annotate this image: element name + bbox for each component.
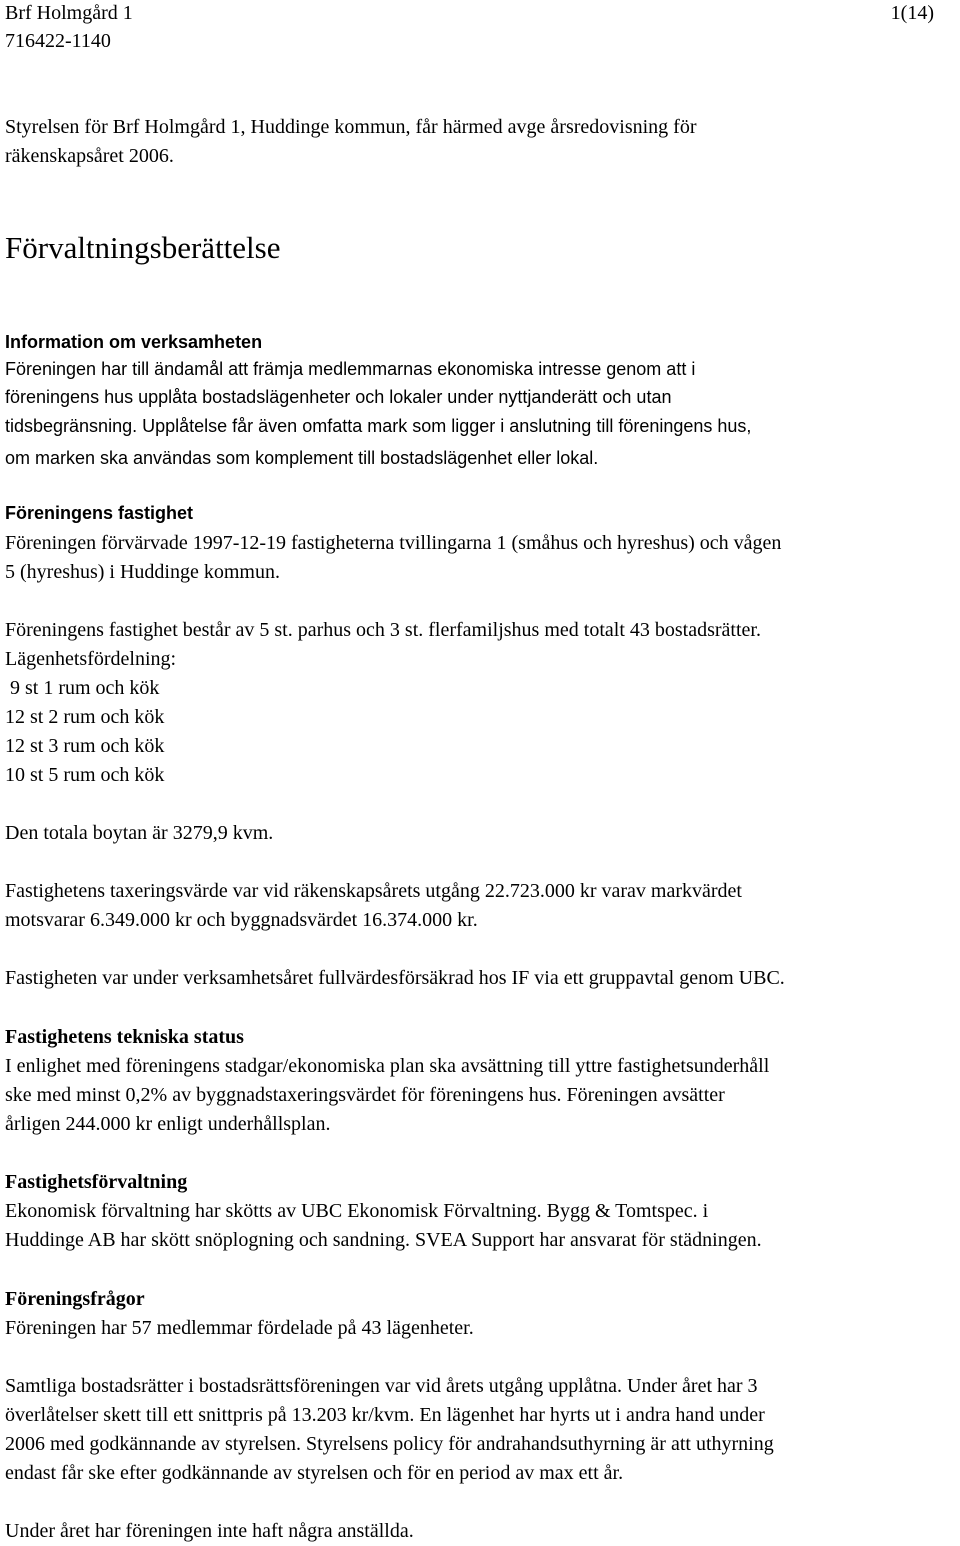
employees-statement: Under året har föreningen inte haft några anställda. xyxy=(5,1520,414,1542)
members-statement: Föreningen har 57 medlemmar fördelade på 43 lägenheter. xyxy=(5,1317,474,1339)
tekniska-line-1: I enlighet med föreningens stadgar/ekonomiska plan ska avsättning till yttre fastighetsunderhåll xyxy=(5,1055,770,1077)
insurance-statement: Fastigheten var under verksamhetsåret fullvärdesförsäkrad hos IF via ett gruppavtal genom UBC. xyxy=(5,967,785,989)
verksamhet-line-4: om marken ska användas som komplement till bostadslägenhet eller lokal. xyxy=(5,448,599,468)
verksamhet-line-2: föreningens hus upplåta bostadslägenheter och lokaler under nyttjanderätt och utan xyxy=(5,387,672,407)
distribution-item: 10 st 5 rum och kök xyxy=(5,764,165,786)
foreningsfragor-line-3: 2006 med godkännande av styrelsen. Styrelsens policy för andrahandsuthyrning är att uthyrning xyxy=(5,1433,774,1455)
distribution-label: Lägenhetsfördelning: xyxy=(5,648,177,670)
total-area: Den totala boytan är 3279,9 kvm. xyxy=(5,822,274,844)
fastighet-composition: Föreningens fastighet består av 5 st. parhus och 3 st. flerfamiljshus med totalt 43 bostadsrätter. xyxy=(5,619,761,641)
document-title: Förvaltningsberättelse xyxy=(5,230,281,265)
intro-line-1: Styrelsen för Brf Holmgård 1, Huddinge kommun, får härmed avge årsredovisning för xyxy=(5,116,697,138)
forvaltning-line-2: Huddinge AB har skött snöplogning och sandning. SVEA Support har ansvarat för städningen. xyxy=(5,1229,762,1251)
valuation-line-1: Fastighetens taxeringsvärde var vid räkenskapsårets utgång 22.723.000 kr varav markvärdet xyxy=(5,880,742,902)
forvaltning-line-1: Ekonomisk förvaltning har skötts av UBC Ekonomisk Förvaltning. Bygg & Tomtspec. i xyxy=(5,1200,709,1222)
distribution-item: 12 st 3 rum och kök xyxy=(5,735,165,757)
tekniska-line-2: ske med minst 0,2% av byggnadstaxeringsvärdet för föreningens hus. Föreningen avsätter xyxy=(5,1084,725,1106)
section-heading-forvaltning: Fastighetsförvaltning xyxy=(5,1171,188,1193)
distribution-item: 9 st 1 rum och kök xyxy=(10,677,160,699)
verksamhet-line-3-start: tidsbegränsning. xyxy=(5,416,138,436)
intro-line-2: räkenskapsåret 2006. xyxy=(5,145,174,167)
section-heading-verksamhet: Information om verksamheten xyxy=(5,332,263,352)
section-heading-tekniska: Fastighetens tekniska status xyxy=(5,1026,244,1048)
verksamhet-line-3 xyxy=(5,413,751,439)
fastighet-line-1: Föreningen förvärvade 1997-12-19 fastigheterna tvillingarna 1 (småhus och hyreshus) och vågen xyxy=(5,532,782,554)
organization-name: Brf Holmgård 1 xyxy=(5,2,133,24)
verksamhet-line-3-end: Upplåtelse får även omfatta mark som ligger i anslutning till föreningens hus, xyxy=(137,416,752,436)
organization-number: 716422-1140 xyxy=(5,30,111,52)
valuation-line-2: motsvarar 6.349.000 kr och byggnadsvärdet 16.374.000 kr. xyxy=(5,909,478,931)
foreningsfragor-line-1: Samtliga bostadsrätter i bostadsrättsföreningen var vid årets utgång upplåtna. Under året har 3 xyxy=(5,1375,758,1397)
fastighet-line-2: 5 (hyreshus) i Huddinge kommun. xyxy=(5,561,280,583)
foreningsfragor-line-4: endast får ske efter godkännande av styrelsen och för en period av max ett år. xyxy=(5,1462,624,1484)
verksamhet-line-1: Föreningen har till ändamål att främja medlemmarnas ekonomiska intresse genom att i xyxy=(5,359,696,379)
foreningsfragor-line-2: överlåtelser skett till ett snittpris på 13.203 kr/kvm. En lägenhet har hyrts ut i andra hand under xyxy=(5,1404,765,1426)
section-heading-fastighet: Föreningens fastighet xyxy=(5,503,194,523)
distribution-item: 12 st 2 rum och kök xyxy=(5,706,165,728)
tekniska-line-3: årligen 244.000 kr enligt underhållsplan. xyxy=(5,1113,331,1135)
section-heading-foreningsfragor: Föreningsfrågor xyxy=(5,1288,145,1310)
page-number: 1(14) xyxy=(890,2,934,24)
